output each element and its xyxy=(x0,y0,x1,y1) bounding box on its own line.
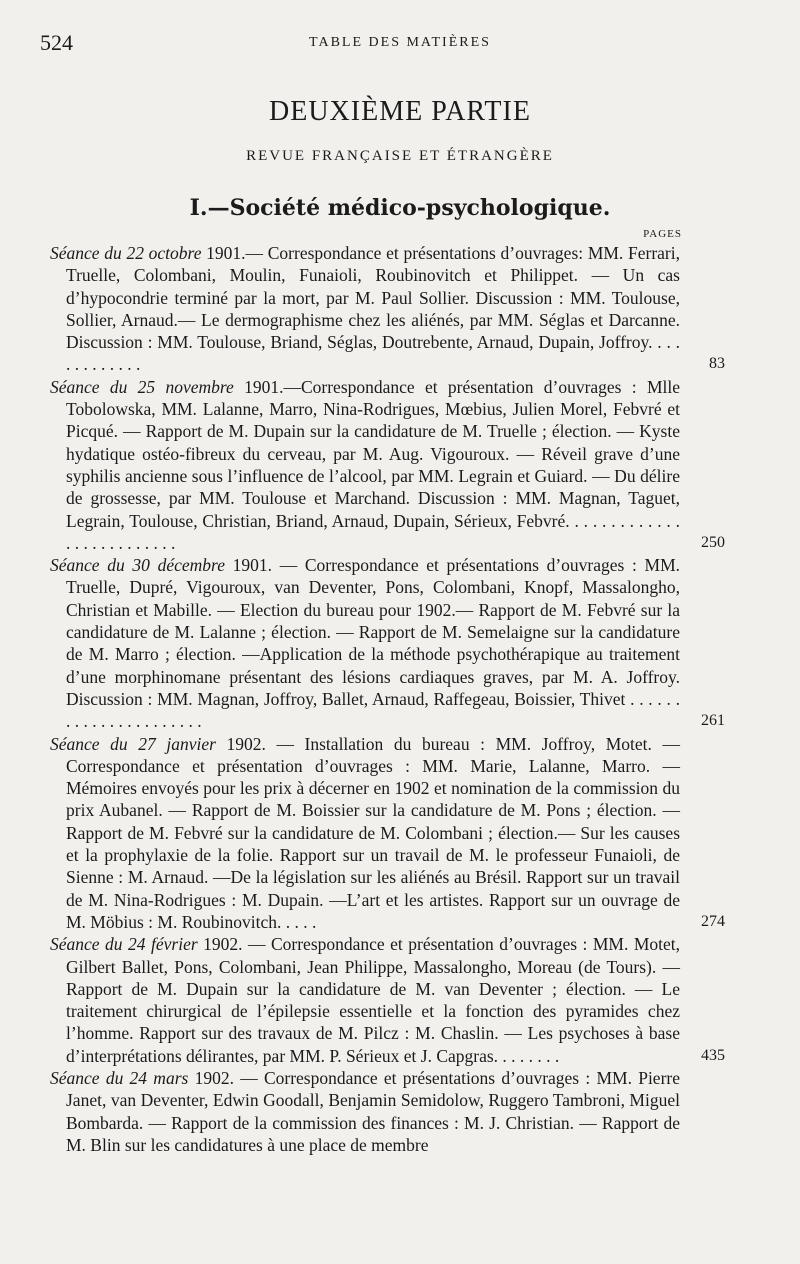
entry-lead: Séance xyxy=(50,1067,100,1088)
entry-text: 1901.— Correspondance et présentations d’ouvrages: MM. Ferrari, Truelle, Colombani, Moulin, Funaioli, Roubinovitch et Philippet. — Un cas d’hypocondrie terminé par la mort, par M. Paul Sollier. Discussion : MM. Toulouse, Sollier, Arnaud.— Le dermographisme chez les aliénés, par MM. Séglas et Darcanne. Discussion : MM. Toulouse, Briand, Séglas, Doutrebente, Arnaud, Dupain, Joffroy. . . . . . . . . . . . . xyxy=(66,243,680,375)
page-header xyxy=(40,30,760,60)
entry-lead: Séance xyxy=(50,934,100,955)
toc-entry xyxy=(50,733,725,934)
toc-entry xyxy=(50,1067,680,1156)
running-title: TABLE DES MATIÈRES xyxy=(309,35,491,50)
entry-lead: Séance xyxy=(50,555,100,576)
table-of-contents xyxy=(50,242,725,1156)
toc-entry: Séance du 22 octobre 1901.— Correspondance et présentations d’ouvrages: MM. Ferrari, Truelle, Colombani, Moulin, Funaioli, Roubinovitch et Philippet. — Un cas d’hypocondrie terminé par la mort, par M. Paul Sollier. Discussion : MM. Toulouse, Sollier, Arnaud.— Le dermographisme chez les aliénés, par MM. Séglas et Darcanne. Discussion : MM. Toulouse, Briand, Séglas, Doutrebente, Arnaud, Dupain, Joffroy. . . . . . . . . . . . . 83 xyxy=(50,243,725,375)
entry-date: du 30 décembre xyxy=(107,555,225,576)
entry-text: 1902. — Correspondance et présentations d’ouvrages : MM. Pierre Janet, van Deventer, Edwin Goodall, Benjamin Semidolow, Ruggero Tambroni, Miguel Bombarda. — Rapport de la commission des finances : M. J. Christian. — Rapport de M. Blin sur les candidatures à une place de membre xyxy=(66,1067,680,1155)
toc-entry xyxy=(50,933,725,1067)
toc-entry xyxy=(50,554,725,732)
entry-text: 1902. — Installation du bureau : MM. Joffroy, Motet. —Correspondance et présentation d’ouvrages : MM. Marie, Lalanne, Marro. — Mémoires envoyés pour les prix à décerner en 1902 et nomination de la commission du prix Aubanel. — Rapport de M. Boissier sur la candidature de M. Pons ; élection. — Rapport de M. Febvré sur la candidature de M. Colombani ; élection.— Sur les causes et la prophylaxie de la folie. Rapport sur un travail de M. le professeur Funaioli, de Sienne : M. Arnaud. —De la législation sur les aliénés au Brésil. Rapport sur un travail de M. Nina-Rodrigues : M. Dupain. —L’art et les artistes. Rapport sur un ouvrage de M. Möbius : M. Roubinovitch. . . . . xyxy=(66,733,680,932)
entry-page: 261 xyxy=(701,712,725,730)
entry-text: 1902. — Correspondance et présentation d’ouvrages : MM. Motet, Gilbert Ballet, Pons, Colombani, Jean Philippe, Massalongho, Moreau (de Tours). — Rapport de M. Dupain sur la candidature de M. van Deventer ; élection. — Le traitement chirurgical de l’épilepsie essentielle et la fonction des pyramides chez l’homme. Rapport sur des travaux de M. Pilcz : M. Chaslin. — Les psychoses à base d’interprétations délirantes, par MM. P. Sérieux et J. Capgras. . . . . . . . xyxy=(66,934,680,1066)
entry-date: du 24 mars xyxy=(105,1067,189,1088)
entry-date: du 25 novembre xyxy=(109,376,234,397)
part-title: DEUXIÈME PARTIE xyxy=(269,96,531,127)
entry-text: 1901.—Correspondance et présentation d’ouvrages : Mlle Tobolowska, MM. Lalanne, Marro, Nina-Rodrigues, Mœbius, Julien Morel, Febvré et Picqué. — Rapport de M. Dupain sur la candidature de M. Truelle ; élection. — Kyste hydatique ostéo-fibreux du cerveau, par M. Aug. Vigouroux. — Réveil grave d’une syphilis ancienne sous l’influence de l’alcool, par MM. Legrain et Guiard. — Du délire de grossesse, par MM. Toulouse et Marchand. Discussion : MM. Magnan, Taguet, Legrain, Toulouse, Christian, Briand, Arnaud, Dupain, Sérieux, Febvré. . . . . . . . . . . . . . . . . . . . . . . . . . xyxy=(66,376,680,553)
toc-entry xyxy=(50,376,725,554)
society-title: I.—Société médico-psychologique. xyxy=(189,195,611,221)
section-title: REVUE FRANÇAISE ET ÉTRANGÈRE xyxy=(246,148,554,164)
entry-page: 435 xyxy=(701,1046,725,1064)
entry-date: du 22 octobre xyxy=(104,243,202,263)
entry-page: 274 xyxy=(701,912,725,930)
pages-column-label: PAGES xyxy=(643,228,682,240)
entry-lead: Séance xyxy=(50,733,100,754)
entry-date: du 24 février xyxy=(105,934,198,955)
entry-lead: Séance xyxy=(50,243,100,263)
entry-lead: Séance xyxy=(50,376,100,397)
entry-date: du 27 janvier xyxy=(110,733,216,754)
entry-page: 250 xyxy=(701,533,725,551)
page-number: 524 xyxy=(40,30,73,55)
entry-text: 1901. — Correspondance et présentations d’ouvrages : MM. Truelle, Dupré, Vigouroux, van Deventer, Pons, Colombani, Knopf, Massalongho, Christian et Mabille. — Election du bureau pour 1902.— Rapport de M. Febvré sur la candidature de M. Lalanne ; élection. — Rapport de M. Semelaigne sur la candidature de M. Marro ; élection. —Application de la méthode psychothérapique au traitement d’une morphinomane présentant des lésions cardiaques graves, par M. A. Joffroy. Discussion : MM. Magnan, Joffroy, Ballet, Arnaud, Raffegeau, Boissier, Thivet . . . . . . . . . . . . . . . . . . . . . . xyxy=(66,555,681,732)
